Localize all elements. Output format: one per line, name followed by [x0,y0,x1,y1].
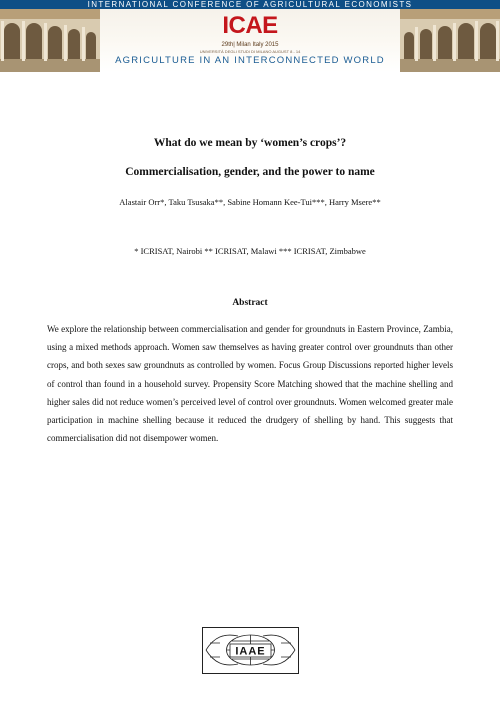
conference-banner [0,0,500,72]
edition-line: 29th| Milan Italy 2015 [221,42,279,48]
abstract-text: We explore the relationship between commercialisation and gender for groundnuts in Eastern Province, Zambia, using a mixed methods approach. Women saw themselves as having greater control over groundnuts than other crops, and both sexes saw groundnuts as controlled by women. Focus Group Discussions reported higher levels of control than found in a household survey. Propensity Score Matching showed that the machine shelling and higher sales did not reduce women’s perceived level of control over groundnuts. Women welcomed greater male participation in machine shelling because it reduced the drudgery of shelling by hand. This suggests that commercialisation did not disempower women. [47,324,453,444]
author-list: Alastair Orr*, Taku Tsusaka**, Sabine Homann Kee-Tui***, Harry Msere** [119,197,381,207]
conference-theme: AGRICULTURE IN AN INTERCONNECTED WORLD [115,55,385,66]
iaae-logo [202,627,299,674]
iaae-logo-text: IAAE [235,645,266,658]
cloister-photo-left [0,9,100,72]
paper-title: What do we mean by ‘women’s crops’? [153,137,347,149]
paper-subtitle: Commercialisation, gender, and the power to name [125,166,375,178]
abstract-heading: Abstract [232,298,268,308]
affiliations: * ICRISAT, Nairobi ** ICRISAT, Malawi *** ICRISAT, Zimbabwe [134,246,366,256]
host-line: UNIVERSITÀ DEGLI STUDI DI MILANO AUGUST 8 - 14 [199,49,301,54]
conference-title: INTERNATIONAL CONFERENCE OF AGRICULTURAL ECONOMISTS [87,0,413,9]
icae-logo: ICAE [222,12,278,39]
cloister-photo-right [400,9,500,72]
